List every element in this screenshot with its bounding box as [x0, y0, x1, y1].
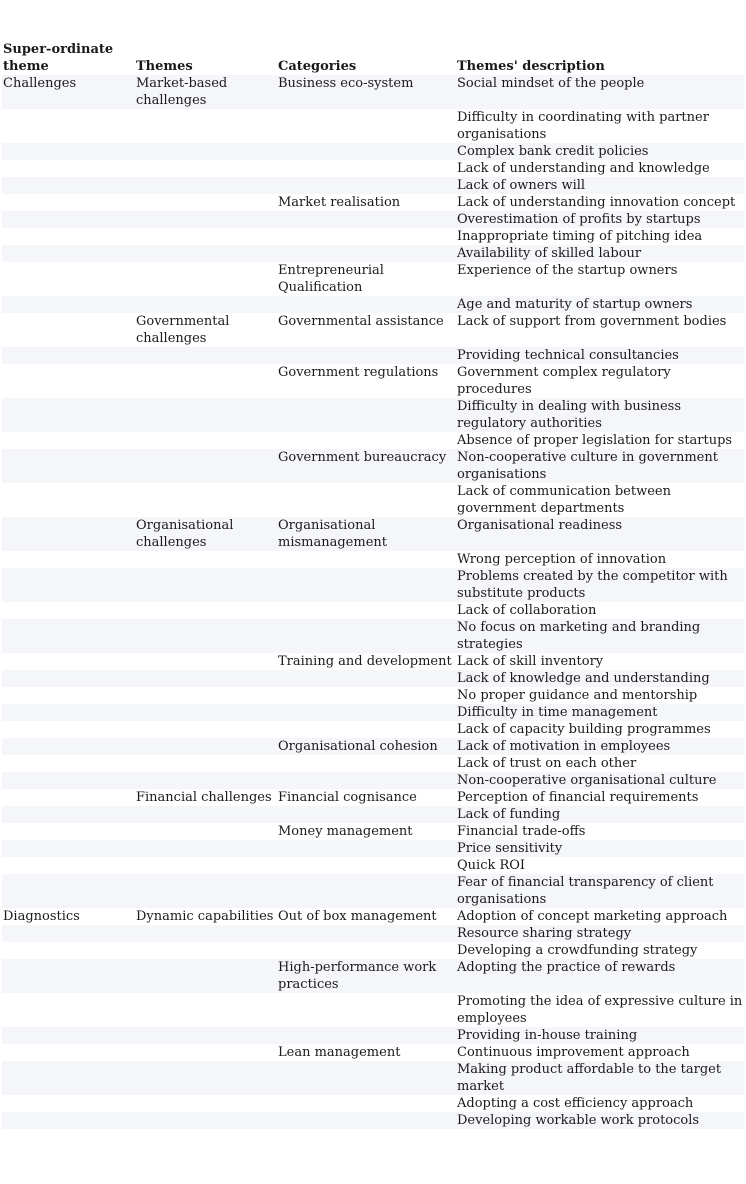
table-row	[2, 313, 744, 347]
table-header	[2, 41, 744, 75]
theme-cell	[135, 296, 277, 313]
description-cell: Adopting a cost efficiency approach	[456, 1095, 744, 1112]
theme-cell	[135, 364, 277, 398]
category-cell	[277, 109, 456, 143]
themes-table-container	[2, 41, 744, 1129]
category-cell: Market realisation	[277, 194, 456, 211]
super-ordinate-theme-cell	[2, 551, 135, 568]
description-cell: No proper guidance and mentorship	[456, 687, 744, 704]
super-ordinate-theme-cell	[2, 177, 135, 194]
super-ordinate-theme-cell	[2, 1044, 135, 1061]
description-cell: No focus on marketing and branding strategies	[456, 619, 744, 653]
description-cell: Quick ROI	[456, 857, 744, 874]
category-cell	[277, 551, 456, 568]
category-cell: Out of box management	[277, 908, 456, 925]
super-ordinate-theme-cell	[2, 670, 135, 687]
description-cell: Lack of trust on each other	[456, 755, 744, 772]
category-cell	[277, 432, 456, 449]
table-row	[2, 959, 744, 993]
description-cell: Providing in-house training	[456, 1027, 744, 1044]
super-ordinate-theme-cell	[2, 228, 135, 245]
description-cell: Developing a crowdfunding strategy	[456, 942, 744, 959]
category-cell	[277, 1027, 456, 1044]
category-cell	[277, 721, 456, 738]
category-cell: Entrepreneurial Qualification	[277, 262, 456, 296]
description-cell: Overestimation of profits by startups	[456, 211, 744, 228]
table-row	[2, 874, 744, 908]
table-row	[2, 755, 744, 772]
category-cell: Government bureaucracy	[277, 449, 456, 483]
super-ordinate-theme-cell	[2, 347, 135, 364]
table-row	[2, 653, 744, 670]
theme-cell	[135, 772, 277, 789]
theme-cell	[135, 160, 277, 177]
table-row	[2, 942, 744, 959]
description-cell: Lack of funding	[456, 806, 744, 823]
table-row	[2, 789, 744, 806]
table-row	[2, 738, 744, 755]
super-ordinate-theme-cell	[2, 398, 135, 432]
table-row	[2, 551, 744, 568]
themes-table	[2, 41, 744, 1129]
description-cell: Lack of knowledge and understanding	[456, 670, 744, 687]
super-ordinate-theme-cell: Challenges	[2, 75, 135, 109]
theme-cell	[135, 806, 277, 823]
table-row	[2, 806, 744, 823]
theme-cell: Market-based challenges	[135, 75, 277, 109]
super-ordinate-theme-cell	[2, 806, 135, 823]
table-row	[2, 823, 744, 840]
theme-cell	[135, 143, 277, 160]
description-cell: Lack of capacity building programmes	[456, 721, 744, 738]
table-row	[2, 908, 744, 925]
super-ordinate-theme-cell	[2, 772, 135, 789]
description-cell: Experience of the startup owners	[456, 262, 744, 296]
category-cell	[277, 772, 456, 789]
table-row	[2, 177, 744, 194]
category-cell: Money management	[277, 823, 456, 840]
theme-cell	[135, 755, 277, 772]
description-cell: Non-cooperative culture in government organisations	[456, 449, 744, 483]
category-cell	[277, 398, 456, 432]
category-cell: High-performance work practices	[277, 959, 456, 993]
table-row	[2, 296, 744, 313]
category-cell	[277, 874, 456, 908]
table-row	[2, 194, 744, 211]
table-row	[2, 704, 744, 721]
theme-cell	[135, 194, 277, 211]
table-row	[2, 925, 744, 942]
theme-cell	[135, 1095, 277, 1112]
super-ordinate-theme-cell	[2, 568, 135, 602]
category-cell	[277, 619, 456, 653]
theme-cell: Governmental challenges	[135, 313, 277, 347]
description-cell: Problems created by the competitor with substitute products	[456, 568, 744, 602]
table-row	[2, 75, 744, 109]
theme-cell	[135, 398, 277, 432]
description-cell: Difficulty in time management	[456, 704, 744, 721]
theme-cell	[135, 823, 277, 840]
table-row	[2, 347, 744, 364]
theme-cell	[135, 1061, 277, 1095]
super-ordinate-theme-cell	[2, 364, 135, 398]
super-ordinate-theme-cell	[2, 1112, 135, 1129]
theme-cell	[135, 228, 277, 245]
theme-cell	[135, 262, 277, 296]
table-row	[2, 857, 744, 874]
description-cell: Continuous improvement approach	[456, 1044, 744, 1061]
description-cell: Lack of skill inventory	[456, 653, 744, 670]
table-row	[2, 364, 744, 398]
theme-cell	[135, 177, 277, 194]
super-ordinate-theme-cell	[2, 704, 135, 721]
table-row	[2, 602, 744, 619]
description-cell: Resource sharing strategy	[456, 925, 744, 942]
theme-cell	[135, 449, 277, 483]
super-ordinate-theme-cell	[2, 313, 135, 347]
super-ordinate-theme-cell	[2, 789, 135, 806]
super-ordinate-theme-cell	[2, 262, 135, 296]
table-row	[2, 568, 744, 602]
theme-cell	[135, 602, 277, 619]
category-cell	[277, 687, 456, 704]
theme-cell	[135, 942, 277, 959]
theme-cell	[135, 483, 277, 517]
description-cell: Perception of financial requirements	[456, 789, 744, 806]
super-ordinate-theme-cell	[2, 602, 135, 619]
theme-cell	[135, 619, 277, 653]
description-cell: Financial trade-offs	[456, 823, 744, 840]
table-row	[2, 143, 744, 160]
table-row	[2, 211, 744, 228]
description-cell: Difficulty in dealing with business regulatory authorities	[456, 398, 744, 432]
super-ordinate-theme-cell	[2, 211, 135, 228]
category-cell	[277, 840, 456, 857]
super-ordinate-theme-cell	[2, 619, 135, 653]
theme-cell	[135, 840, 277, 857]
category-cell	[277, 1061, 456, 1095]
theme-cell	[135, 857, 277, 874]
category-cell	[277, 483, 456, 517]
description-cell: Complex bank credit policies	[456, 143, 744, 160]
description-cell: Adoption of concept marketing approach	[456, 908, 744, 925]
table-body	[2, 75, 744, 1129]
table-row	[2, 517, 744, 551]
description-cell: Absence of proper legislation for startups	[456, 432, 744, 449]
super-ordinate-theme-cell	[2, 449, 135, 483]
description-cell: Lack of understanding and knowledge	[456, 160, 744, 177]
super-ordinate-theme-cell	[2, 993, 135, 1027]
super-ordinate-theme-cell	[2, 245, 135, 262]
description-cell: Age and maturity of startup owners	[456, 296, 744, 313]
header-super-ordinate-theme: Super-ordinate theme	[3, 42, 114, 74]
category-cell: Governmental assistance	[277, 313, 456, 347]
category-cell	[277, 602, 456, 619]
table-row	[2, 840, 744, 857]
category-cell	[277, 755, 456, 772]
theme-cell	[135, 670, 277, 687]
table-row	[2, 109, 744, 143]
table-row	[2, 432, 744, 449]
header-themes-description: Themes' description	[457, 59, 605, 74]
table-row	[2, 772, 744, 789]
super-ordinate-theme-cell	[2, 721, 135, 738]
category-cell	[277, 670, 456, 687]
header-row	[2, 41, 744, 75]
super-ordinate-theme-cell	[2, 432, 135, 449]
theme-cell	[135, 687, 277, 704]
super-ordinate-theme-cell	[2, 925, 135, 942]
theme-cell	[135, 925, 277, 942]
description-cell: Lack of communication between government departments	[456, 483, 744, 517]
theme-cell	[135, 1112, 277, 1129]
theme-cell	[135, 551, 277, 568]
description-cell: Wrong perception of innovation	[456, 551, 744, 568]
table-row	[2, 245, 744, 262]
description-cell: Difficulty in coordinating with partner organisations	[456, 109, 744, 143]
super-ordinate-theme-cell	[2, 840, 135, 857]
category-cell: Business eco-system	[277, 75, 456, 109]
super-ordinate-theme-cell	[2, 653, 135, 670]
description-cell: Government complex regulatory procedures	[456, 364, 744, 398]
theme-cell	[135, 568, 277, 602]
category-cell	[277, 942, 456, 959]
table-row	[2, 228, 744, 245]
table-row	[2, 483, 744, 517]
table-row	[2, 262, 744, 296]
table-row	[2, 1061, 744, 1095]
description-cell: Inappropriate timing of pitching idea	[456, 228, 744, 245]
table-row	[2, 619, 744, 653]
category-cell: Government regulations	[277, 364, 456, 398]
super-ordinate-theme-cell	[2, 942, 135, 959]
description-cell: Lack of collaboration	[456, 602, 744, 619]
category-cell	[277, 806, 456, 823]
super-ordinate-theme-cell	[2, 143, 135, 160]
super-ordinate-theme-cell	[2, 160, 135, 177]
theme-cell: Financial challenges	[135, 789, 277, 806]
category-cell	[277, 925, 456, 942]
table-row	[2, 398, 744, 432]
category-cell: Lean management	[277, 1044, 456, 1061]
super-ordinate-theme-cell	[2, 296, 135, 313]
description-cell: Social mindset of the people	[456, 75, 744, 109]
super-ordinate-theme-cell	[2, 874, 135, 908]
category-cell	[277, 993, 456, 1027]
description-cell: Adopting the practice of rewards	[456, 959, 744, 993]
category-cell	[277, 704, 456, 721]
super-ordinate-theme-cell	[2, 1061, 135, 1095]
theme-cell	[135, 347, 277, 364]
theme-cell	[135, 1027, 277, 1044]
description-cell: Providing technical consultancies	[456, 347, 744, 364]
super-ordinate-theme-cell	[2, 823, 135, 840]
super-ordinate-theme-cell	[2, 857, 135, 874]
category-cell	[277, 160, 456, 177]
category-cell: Financial cognisance	[277, 789, 456, 806]
description-cell: Lack of understanding innovation concept	[456, 194, 744, 211]
super-ordinate-theme-cell	[2, 1027, 135, 1044]
category-cell	[277, 568, 456, 602]
description-cell: Availability of skilled labour	[456, 245, 744, 262]
theme-cell	[135, 432, 277, 449]
theme-cell	[135, 704, 277, 721]
category-cell	[277, 245, 456, 262]
table-row	[2, 160, 744, 177]
description-cell: Price sensitivity	[456, 840, 744, 857]
table-row	[2, 687, 744, 704]
theme-cell: Organisational challenges	[135, 517, 277, 551]
category-cell	[277, 211, 456, 228]
description-cell: Lack of motivation in employees	[456, 738, 744, 755]
category-cell	[277, 228, 456, 245]
category-cell	[277, 296, 456, 313]
category-cell: Organisational mismanagement	[277, 517, 456, 551]
super-ordinate-theme-cell	[2, 738, 135, 755]
theme-cell	[135, 245, 277, 262]
category-cell	[277, 347, 456, 364]
super-ordinate-theme-cell	[2, 959, 135, 993]
table-row	[2, 1044, 744, 1061]
theme-cell	[135, 109, 277, 143]
super-ordinate-theme-cell	[2, 194, 135, 211]
category-cell	[277, 857, 456, 874]
theme-cell	[135, 721, 277, 738]
super-ordinate-theme-cell	[2, 755, 135, 772]
table-row	[2, 993, 744, 1027]
table-row	[2, 1095, 744, 1112]
description-cell: Organisational readiness	[456, 517, 744, 551]
category-cell: Organisational cohesion	[277, 738, 456, 755]
description-cell: Lack of support from government bodies	[456, 313, 744, 347]
description-cell: Developing workable work protocols	[456, 1112, 744, 1129]
category-cell	[277, 143, 456, 160]
table-row	[2, 721, 744, 738]
category-cell	[277, 1112, 456, 1129]
table-row	[2, 1112, 744, 1129]
theme-cell	[135, 993, 277, 1027]
theme-cell	[135, 653, 277, 670]
table-row	[2, 670, 744, 687]
description-cell: Lack of owners will	[456, 177, 744, 194]
super-ordinate-theme-cell	[2, 687, 135, 704]
table-row	[2, 449, 744, 483]
super-ordinate-theme-cell	[2, 1095, 135, 1112]
header-categories: Categories	[278, 59, 357, 74]
header-themes: Themes	[136, 59, 193, 74]
description-cell: Promoting the idea of expressive culture in employees	[457, 994, 743, 1026]
category-cell	[277, 1095, 456, 1112]
table-row	[2, 1027, 744, 1044]
super-ordinate-theme-cell	[2, 483, 135, 517]
theme-cell	[135, 738, 277, 755]
category-cell: Training and development	[277, 653, 456, 670]
description-cell: Fear of financial transparency of client organisations	[456, 874, 744, 908]
super-ordinate-theme-cell	[2, 517, 135, 551]
category-cell	[277, 177, 456, 194]
description-cell: Non-cooperative organisational culture	[456, 772, 744, 789]
theme-cell	[135, 959, 277, 993]
description-cell: Making product affordable to the target market	[456, 1061, 744, 1095]
theme-cell	[135, 874, 277, 908]
theme-cell: Dynamic capabilities	[135, 908, 277, 925]
theme-cell	[135, 1044, 277, 1061]
super-ordinate-theme-cell: Diagnostics	[2, 908, 135, 925]
super-ordinate-theme-cell	[2, 109, 135, 143]
theme-cell	[135, 211, 277, 228]
